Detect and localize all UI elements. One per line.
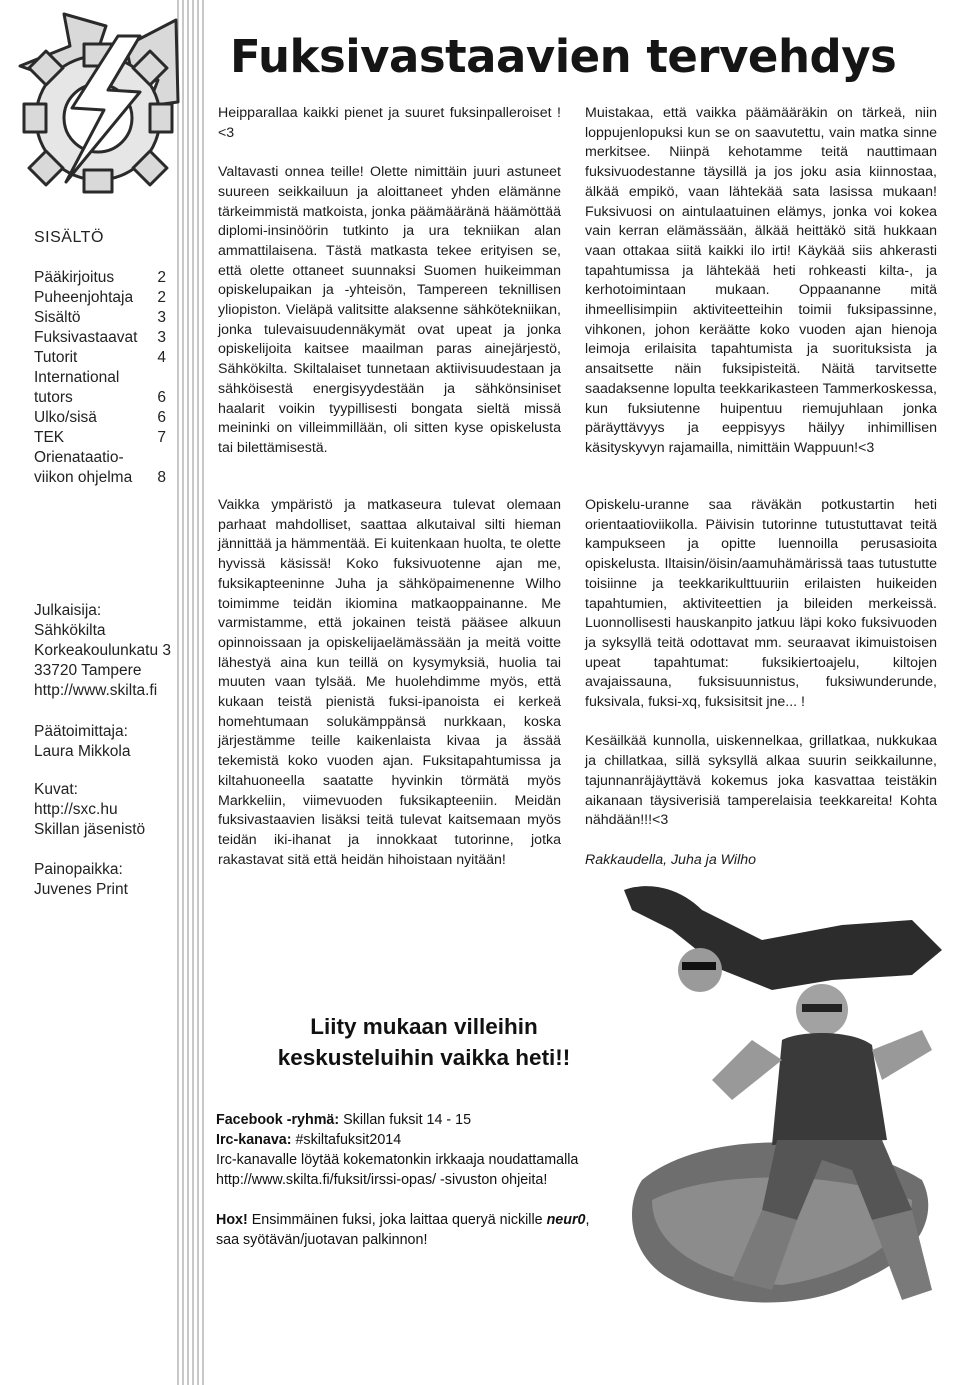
gear-lightning-logo	[8, 6, 188, 196]
irc-channel: #skiltafuksit2014	[291, 1132, 402, 1148]
toc-item-label: Tutorit	[34, 349, 78, 366]
hox-nick: neur0	[546, 1212, 586, 1228]
hox-label: Hox!	[216, 1212, 248, 1228]
article-column-2-top	[585, 104, 937, 459]
publisher-url[interactable]: http://www.skilta.fi	[34, 682, 158, 699]
greeting-paragraph: Heipparallaa kaikki pienet ja suuret fuksinpalleroiset ! <3	[218, 105, 561, 141]
toc-item	[34, 308, 166, 328]
toc-item-label: Ulko/sisä	[34, 409, 97, 426]
article-column-2-bottom	[585, 496, 937, 870]
irc-guide-link[interactable]: http://www.skilta.fi/fuksit/irssi-opas/ -sivuston ohjeita!	[216, 1172, 548, 1188]
join-callout	[232, 1011, 616, 1073]
callout-line: keskusteluihin vaikka heti!!	[277, 1045, 571, 1070]
toc-item-label: Sisältö	[34, 309, 81, 326]
editor-name: Laura Mikkola	[34, 743, 131, 760]
editor-label: Päätoimittaja:	[34, 723, 128, 740]
printer-label: Painopaikka:	[34, 861, 123, 878]
toc-item-label: International	[34, 369, 120, 386]
page-title: Fuksivastaavien tervehdys	[230, 30, 897, 83]
hox-text: Ensimmäinen fuksi, joka laittaa queryä nickille	[247, 1212, 547, 1228]
irc-note: Irc-kanavalle löytää kokematonkin irkkaaja noudattamalla	[216, 1152, 579, 1168]
publisher-line: Sähkökilta	[34, 622, 106, 639]
toc-item	[34, 448, 166, 468]
hox-line	[216, 1210, 646, 1230]
facebook-label: Facebook -ryhmä:	[216, 1112, 340, 1128]
article-paragraph: Opiskelu-uranne saa räväkän potkustartin heti orientaatioviikolla. Päivisin tutorinne tutustuttavat teitä kampukseen ja opitte luennoilla perusasioita opiskelusta. Iltaisin/öisin/aamuhämärissä taas tutustutte toisiinne ja teekkarikulttuuriin erilaisten huikeiden tapahtumien, aktiviteettien ja bileiden merkeissä. Luonnollisesti hauskanpito jatkuu läpi koko fuksivuoden ja syksyllä teitä odottavat mm. seuraavat ikimuistoisen upeat tapahtumat: fuksikiertoajelu, kiltojen avajaissauna, fuksisuunnistus, fuksiwunderunde, fuksivala, fuksi-xq, fuksisitsit jne... !	[585, 497, 937, 711]
article-column-1-bottom	[218, 496, 561, 870]
toc-item-label: Pääkirjoitus	[34, 269, 115, 286]
facebook-line	[216, 1110, 646, 1130]
publisher-line: Korkeakoulunkatu 3	[34, 642, 172, 659]
toc-item-label: TEK	[34, 429, 65, 446]
images-url[interactable]: http://sxc.hu	[34, 801, 118, 818]
signature: Rakkaudella, Juha ja Wilho	[585, 851, 757, 868]
publisher-line: 33720 Tampere	[34, 662, 142, 679]
toc-item-page: 8	[157, 469, 166, 486]
toc-item-label: Fuksivastaavat	[34, 329, 138, 346]
article-paragraph: Valtavasti onnea teille! Olette nimittäin juuri astuneet suureen seikkailuun ja aloittaneet yhden elämänne tärkeimmistä matkoista, jonka päämääränä häämöttää diplomi-insinöörin tutkinto ja ura tekniikan alan ammattilaisena. Tästä matkasta tekee erityisen se, että olette ottaneet suunnaksi Suomen huikeimman opiskelupaikan ja -yhteisön, Tampereen teknillisen yliopiston. Vieläpä valitsitte alaksenne sähkötekniikan, jonka tulevaisuudennäkymät ovat upeat ja jonka opiskelijoita kaitsee maailman paras ainejärjestö, Sähkökilta. Skiltalaiset tunnetaan aktiivisuudestaan ja sähköisestä energisyydestään ja sähkönsiniset haalarit voikin tyypillisesti bongata sieltä missä meininki on villeimmillään, oli sitten kyse opiskelusta tai bilettämisestä.	[218, 164, 561, 456]
toc-item	[34, 368, 166, 388]
article-column-1-top	[218, 104, 561, 459]
article-paragraph: Kesäilkää kunnolla, uiskennelkaa, grillatkaa, nukkukaa ja chillatkaa, sillä syksyllä alkaa suurin seikkailunne, tajunnanräjäyttävä kokemus joka kasvattaa teistäkin aikanaan täysiverisiä tamperelaisia teekkareita! Kohta nähdään!!!<3	[585, 733, 937, 829]
publisher-label: Julkaisija:	[34, 602, 102, 619]
facebook-group: Skillan fuksit 14 - 15	[339, 1112, 472, 1128]
images-info	[34, 780, 184, 840]
toc-item	[34, 428, 166, 448]
toc-item-page: 4	[157, 349, 166, 366]
toc-item	[34, 288, 166, 308]
toc-item-page	[156, 448, 166, 468]
printer-name: Juvenes Print	[34, 881, 128, 898]
toc-item-page: 3	[157, 309, 166, 326]
article-paragraph: Muistakaa, että vaikka päämääräkin on tärkeä, niin loppujenlopuksi kun se on saavutettu, vain matka sinne merkitsee. Niinpä kehotamme teitä nauttimaan fuksivuodestanne täysillä ja jos joku asia kiinnostaa, älkää empikö, vaan lähtekää sata lasissa mukaan! Fuksivuosi on aintulaatuinen elämys, jonka voi kokea vain kerran elämässään, älkää heittäkö sitä hukkaan vaan ottakaa siitä kaikki ilo irti! Käykää siis ahkerasti tapahtumissa ja lähtekää heti rohkeasti kilta-, ja kerhotoimintaan mukaan. Oppaananne mitä ihmeellisimpiin aktiviteetteihin toimii fuksipassinne, vihkonen, johon keräätte koko vuoden ajan hienoja leimoja erilaisita tapahtumista ja suorituksista ja ansaitsette näin fuksipisteitä. Näitä tarvitsette saadaksenne lopulta teekkarikasteen Tammerkoskessa, kun fuksiutenne huipentuu riemujuhlaan jonka päräyttävyys ja eeppisyys häilyy inhimillisen käsityskyvyn rajamailla, nimittäin Wappuun!<3	[585, 105, 937, 456]
irc-label: Irc-kanava:	[216, 1132, 292, 1148]
printer-info	[34, 860, 184, 900]
table-of-contents	[34, 268, 166, 488]
images-label: Kuvat:	[34, 781, 78, 798]
toc-item-page: 3	[157, 329, 166, 346]
toc-item-label: tutors	[34, 389, 73, 406]
toc-item-page: 7	[157, 429, 166, 446]
toc-item	[34, 468, 166, 488]
toc-item-label: viikon ohjelma	[34, 469, 133, 486]
toc-item	[34, 348, 166, 368]
toc-item	[34, 268, 166, 288]
contact-info	[216, 1110, 646, 1250]
toc-item	[34, 388, 166, 408]
editor-info	[34, 722, 184, 762]
callout-line: Liity mukaan villeihin	[310, 1014, 538, 1039]
toc-heading: SISÄLTÖ	[34, 229, 104, 246]
hox-text-end: ,	[585, 1212, 590, 1228]
publisher-info	[34, 601, 184, 701]
images-line: Skillan jäsenistö	[34, 821, 146, 838]
toc-item-label: Puheenjohtaja	[34, 289, 134, 306]
irc-line	[216, 1130, 646, 1150]
toc-item-page	[156, 368, 166, 388]
toc-item-page: 2	[157, 289, 166, 306]
toc-item	[34, 328, 166, 348]
toc-item	[34, 408, 166, 428]
toc-item-page: 6	[157, 409, 166, 426]
toc-item-label: Orienataatio-	[34, 449, 124, 466]
toc-item-page: 6	[157, 389, 166, 406]
hox-line-2: saa syötävän/juotavan palkinnon!	[216, 1232, 428, 1248]
two-men-action-photo	[612, 880, 952, 1385]
toc-item-page: 2	[157, 269, 166, 286]
article-paragraph: Vaikka ympäristö ja matkaseura tulevat olemaan parhaat mahdolliset, saattaa alkutaival silti hieman jännittää ja hämmentää. Ei kuitenkaan huolta, te olette hyvissä käsissä! Koko fuksivuotenne ajan me, fuksikapteeninne Juha ja sähköpaimenenne Wilho toimimme teidän ikiomina matkaoppainanne. Me varmistamme, että jokainen teistä pääsee alkuun opinnoissaan ja opiskelijaelämässään ja meitä voitte lähestyä aina kun teillä on kysymyksiä, huolia tai muuten vaan tylsää. Me huolehdimme myös, että kukaan teistä pienistä fuksi-ipanoista ei kerkeä homehtumaan solukämppänsä nurkkaan, koska järjestämme teille kaikenlaista kivaa ja ässää tekemistä koko vuoden ajan. Fuksitapahtumissa ja kiltahuoneella saatatte hyvinkin törmätä myös Markkeliin, viimevuoden fuksikapteeniin. Meidän fuksivastaavien lisäksi teitä tulevat kaitsemaan myös teidän iki-ihanat ja innokkaat tutorinne, jotka rakastavat sitä että heidän hihoistaan nyitään!	[218, 497, 561, 868]
